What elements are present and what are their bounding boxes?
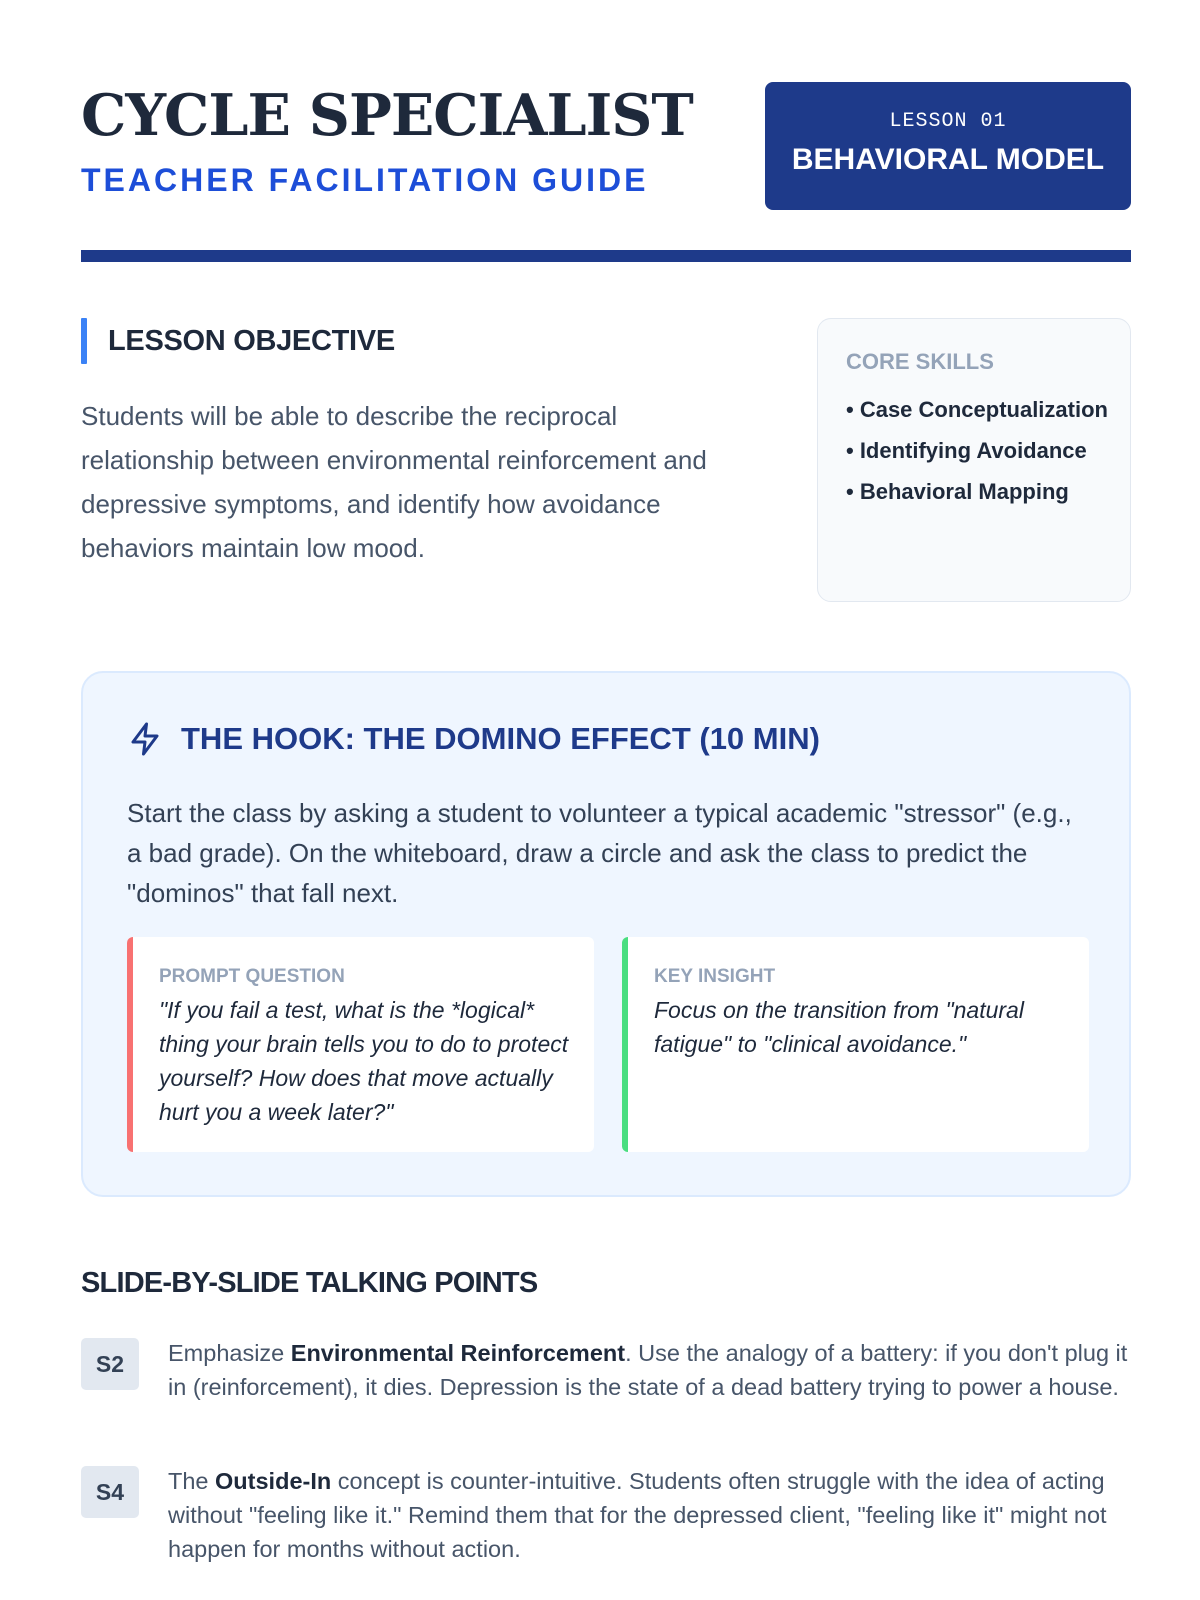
- lesson-badge: [765, 82, 1131, 210]
- page-subtitle: TEACHER FACILITATION GUIDE: [81, 162, 649, 198]
- hook-heading: [127, 719, 820, 759]
- lesson-name: BEHAVIORAL MODEL: [791, 143, 1105, 176]
- talking-point-lead: The: [168, 1468, 216, 1494]
- talking-point-emphasis: Outside-In: [215, 1468, 332, 1494]
- talking-point-lead: Emphasize: [168, 1340, 291, 1366]
- key-insight-label: KEY INSIGHT: [654, 966, 776, 987]
- slide-badge: S4: [81, 1466, 139, 1518]
- skill-item: • Identifying Avoidance: [846, 438, 1087, 463]
- core-skills-title: CORE SKILLS: [846, 349, 994, 374]
- lightning-icon: [127, 721, 163, 757]
- talking-point-text: [168, 1464, 1131, 1566]
- header-divider: [81, 250, 1131, 262]
- objective-heading: LESSON OBJECTIVE: [81, 318, 741, 364]
- page-title: CYCLE SPECIALIST: [81, 82, 693, 149]
- lesson-objective-section: [81, 318, 741, 570]
- talking-point-rest: concept is counter-intuitive. Students often struggle with the idea of acting without "feeling like it." Remind them that for the depressed client, "feeling like it" might not happen for months without action.: [168, 1468, 1107, 1562]
- key-insight-text: Focus on the transition from "natural fatigue" to "clinical avoidance.": [654, 997, 1024, 1057]
- talking-point-text: [168, 1336, 1131, 1404]
- page-header: [81, 82, 1131, 210]
- prompt-question-label: PROMPT QUESTION: [159, 966, 345, 987]
- skill-item: • Case Conceptualization: [846, 397, 1108, 422]
- hook-card: [81, 671, 1131, 1197]
- key-insight-card: [622, 937, 1089, 1152]
- lesson-number: LESSON 01: [889, 110, 1007, 133]
- hook-title: THE HOOK: THE DOMINO EFFECT (10 MIN): [181, 721, 820, 756]
- slide-badge: S2: [81, 1338, 139, 1390]
- talking-points-heading: SLIDE-BY-SLIDE TALKING POINTS: [81, 1267, 538, 1299]
- hook-text: Start the class by asking a student to volunteer a typical academic "stressor" (e.g., a bad grade). On the whiteboard, draw a circle and ask the class to predict the "dominos" that fall next.: [127, 798, 1072, 908]
- skill-item: • Behavioral Mapping: [846, 479, 1069, 504]
- prompt-question-card: [127, 937, 594, 1152]
- talking-point-rest: . Use the analogy of a battery: if you don't plug it in (reinforcement), it dies. Depression is the state of a dead battery trying to power a house.: [168, 1340, 1128, 1400]
- core-skills-card: [817, 318, 1131, 602]
- prompt-question-text: "If you fail a test, what is the *logical* thing your brain tells you to do to protect yourself? How does that move actually hurt you a week later?": [159, 997, 569, 1125]
- guide-page: [81, 0, 1131, 1600]
- objective-text: Students will be able to describe the reciprocal relationship between environmental reinforcement and depressive symptoms, and identify how avoidance behaviors maintain low mood.: [81, 401, 707, 563]
- talking-point-emphasis: Environmental Reinforcement: [290, 1340, 626, 1366]
